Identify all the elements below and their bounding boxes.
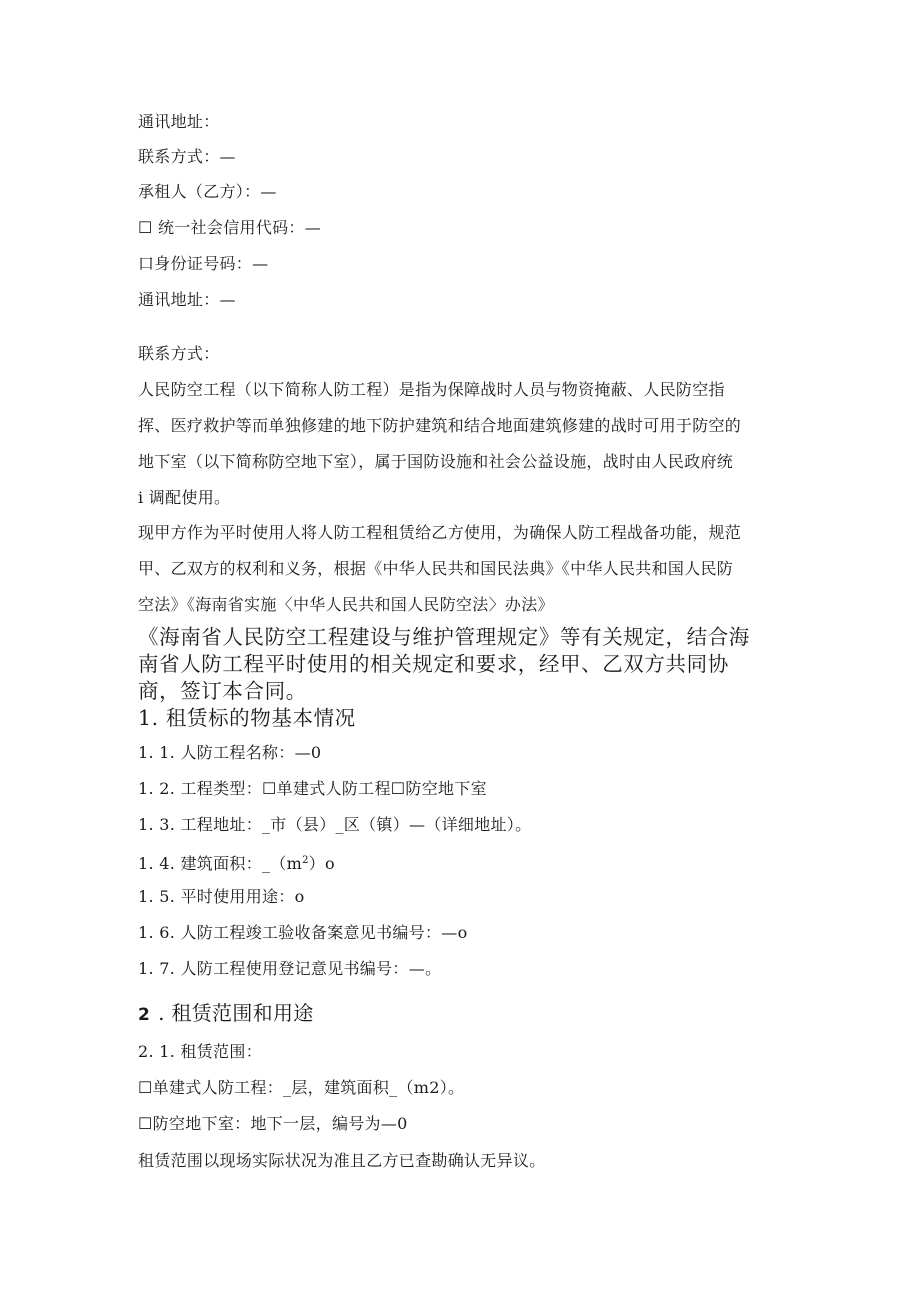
intro-paragraph-1-line-2: 挥、医疗救护等而单独修建的地下防护建筑和结合地面建筑修建的战时可用于防空的 [138,416,742,435]
item-1-4-suffix: ）o [308,854,335,873]
item-1-4-text: 1. 4. 建筑面积：_（m [138,854,303,873]
lease-option-single-building: ☐单建式人防工程：_层，建筑面积_（m2）。 [138,1078,465,1097]
lessee-address: 通讯地址：— [138,290,236,309]
section-2-heading [138,1000,314,1028]
superscript-two: 2 [302,855,309,866]
item-1-3: 1. 3. 工程地址：_市（县）_区（镇）—（详细地址）。 [138,815,532,834]
intro-paragraph-2-line-1: 现甲方作为平时使用人将人防工程租赁给乙方使用，为确保人防工程战备功能，规范 [138,523,742,542]
lessee-phone: 联系方式： [138,344,220,363]
intro-paragraph-1-line-4: i 调配使用。 [138,488,231,507]
lessee-credit-code: ☐ 统一社会信用代码：— [138,218,322,237]
section-2-title: . 租赁范围和用途 [158,1001,314,1025]
intro-paragraph-3-line-3: 商，签订本合同。 [138,679,307,703]
intro-paragraph-2-line-2: 甲、乙双方的权利和义务，根据《中华人民共和国民法典》《中华人民共和国人民防 [138,559,734,578]
intro-paragraph-1-line-1: 人民防空工程（以下简称人防工程）是指为保障战时人员与物资掩蔽、人民防空指 [138,380,725,399]
intro-paragraph-1-line-3: 地下室（以下简称防空地下室），属于国防设施和社会公益设施，战时由人民政府统 [138,452,734,471]
intro-paragraph-3-line-1: 《海南省人民防空工程建设与维护管理规定》等有关规定，结合海 [138,625,750,649]
section-2-number: 2 [138,1005,151,1025]
lease-scope-note: 租赁范围以现场实际状况为准且乙方已查勘确认无异议。 [138,1151,546,1170]
lessor-phone: 联系方式：— [138,147,236,166]
item-1-4 [138,851,335,874]
item-1-2: 1. 2. 工程类型：☐单建式人防工程☐防空地下室 [138,779,487,798]
lease-option-basement: ☐防空地下室：地下一层，编号为—0 [138,1114,408,1133]
lessee-title: 承租人（乙方）：— [138,182,277,201]
item-1-5: 1. 5. 平时使用用途：o [138,887,305,906]
item-1-6: 1. 6. 人防工程竣工验收备案意见书编号：—o [138,923,468,942]
intro-paragraph-2-line-3: 空法》《海南省实施〈中华人民共和国人民防空法〉办法》 [138,595,554,614]
lessee-id-number: 口身份证号码：— [138,254,269,273]
item-2-1: 2. 1. 租赁范围： [138,1042,263,1061]
intro-paragraph-3-line-2: 南省人防工程平时使用的相关规定和要求，经甲、乙双方共同协 [138,652,729,676]
lessor-address: 通讯地址： [138,112,220,131]
item-1-7: 1. 7. 人防工程使用登记意见书编号：—。 [138,959,442,978]
section-1-heading: 1. 租赁标的物基本情况 [138,706,356,730]
item-1-1: 1. 1. 人防工程名称：—0 [138,743,322,762]
